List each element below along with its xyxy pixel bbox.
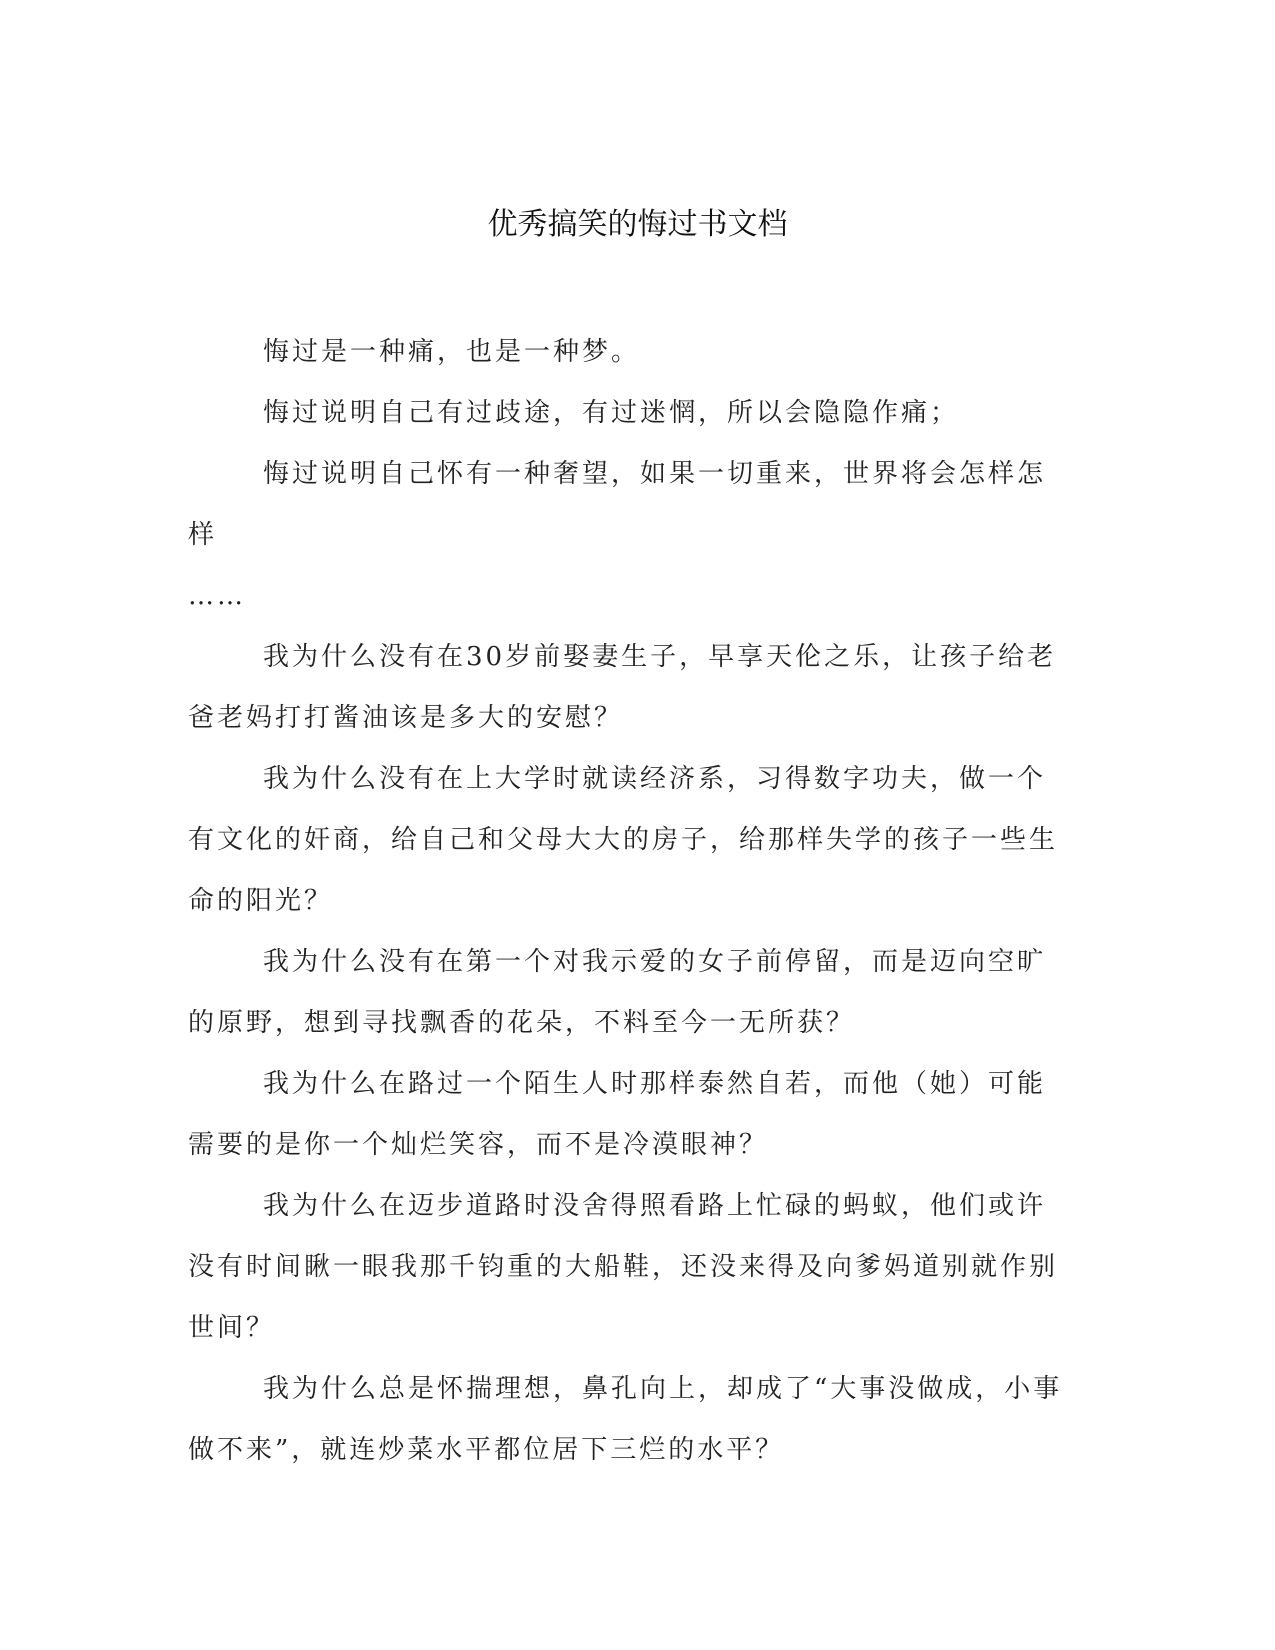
paragraph: 我为什么在路过一个陌生人时那样泰然自若，而他（她）可能需要的是你一个灿烂笑容，而不是冷漠眼神？ [188, 1069, 1047, 1160]
paragraph: 悔过是一种痛，也是一种梦。 [263, 337, 641, 367]
paragraph: 我为什么没有在上大学时就读经济系，习得数字功夫，做一个有文化的奸商，给自己和父母大大的房子，给那样失学的孩子一些生命的阳光？ [188, 764, 1059, 916]
paragraph: 我为什么总是怀揣理想，鼻孔向上，却成了“大事没做成，小事做不来”，就连炒菜水平都位居下三烂的水平？ [188, 1374, 1063, 1465]
paragraph: 我为什么没有在第一个对我示爱的女子前停留，而是迈向空旷的原野，想到寻找飘香的花朵，不料至今一无所获？ [188, 947, 1047, 1038]
paragraph: 我为什么没有在30岁前娶妻生子，早享天伦之乐，让孩子给老爸老妈打打酱油该是多大的安慰？ [188, 642, 1057, 733]
paragraph: 我为什么在迈步道路时没舍得照看路上忙碌的蚂蚁，他们或许没有时间瞅一眼我那千钧重的大船鞋，还没来得及向爹妈道别就作别世间？ [188, 1191, 1059, 1343]
paragraph-continuation: …… [188, 581, 246, 611]
document-body [188, 322, 1068, 1481]
paragraph: 悔过说明自己怀有一种奢望，如果一切重来，世界将会怎样怎样 [188, 459, 1047, 550]
paragraph: 悔过说明自己有过歧途，有过迷惘，所以会隐隐作痛； [263, 398, 960, 428]
document-title: 优秀搞笑的悔过书文档 [487, 207, 788, 242]
